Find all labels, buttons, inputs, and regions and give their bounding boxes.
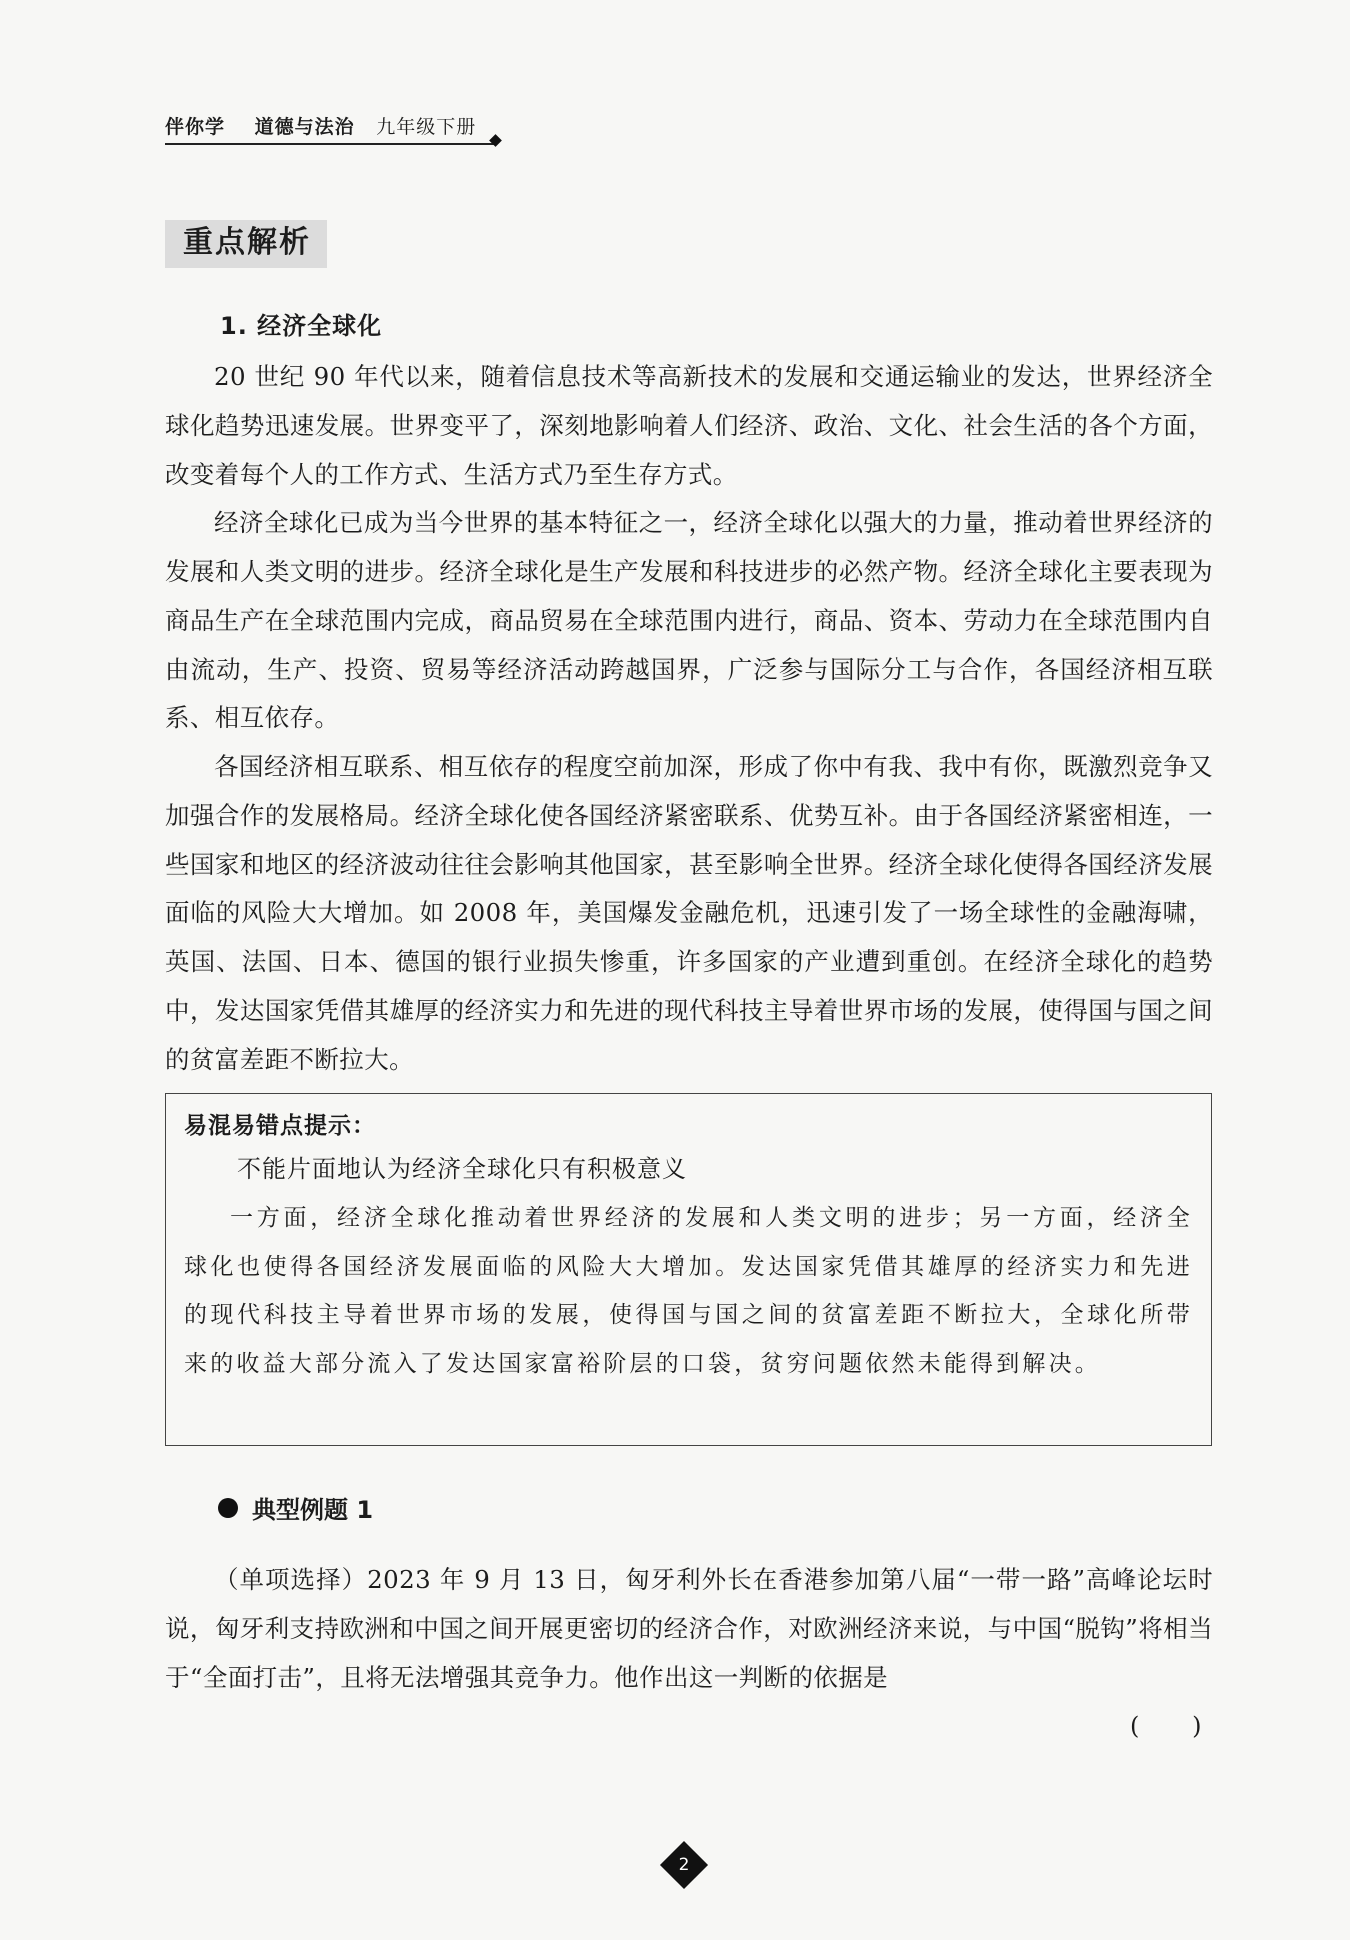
- running-header: [165, 112, 476, 139]
- subsection-heading: 1. 经济全球化: [220, 312, 383, 340]
- question-text: （单项选择）2023 年 9 月 13 日，匈牙利外长在香港参加第八届“一带一路”高峰论坛时说，匈牙利支持欧洲和中国之间开展更密切的经济合作，对欧洲经济来说，与中国“脱钩”将相当于“全面打击”，且将无法增强其竞争力。他作出这一判断的依据是: [165, 1565, 1213, 1692]
- paragraph: 各国经济相互联系、相互依存的程度空前加深，形成了你中有我、我中有你，既激烈竞争又加强合作的发展格局。经济全球化使各国经济紧密联系、优势互补。由于各国经济紧密相连，一些国家和地区的经济波动往往会影响其他国家，甚至影响全世界。经济全球化使得各国经济发展面临的风险大大增加。如 2008 年，美国爆发金融危机，迅速引发了一场全球性的金融海啸，英国、法国、日本、德国的银行业损失惨重，许多国家的产业遭到重创。在经济全球化的趋势中，发达国家凭借其雄厚的经济实力和先进的现代科技主导着世界市场的发展，使得国与国之间的贫富差距不断拉大。: [165, 752, 1213, 1074]
- page-number: 2: [678, 1855, 690, 1875]
- header-rule: [165, 143, 495, 145]
- answer-blank[interactable]: ( ): [1130, 1712, 1203, 1740]
- body-text: [165, 353, 1213, 1084]
- section-title: 重点解析: [165, 220, 327, 268]
- paragraph: 经济全球化已成为当今世界的基本特征之一，经济全球化以强大的力量，推动着世界经济的发展和人类文明的进步。经济全球化是生产发展和科技进步的必然产物。经济全球化主要表现为商品生产在全球范围内完成，商品贸易在全球范围内进行，商品、资本、劳动力在全球范围内自由流动，生产、投资、贸易等经济活动跨越国界，广泛参与国际分工与合作，各国经济相互联系、相互依存。: [165, 508, 1213, 733]
- tip-title: 易混易错点提示：: [184, 1113, 376, 1139]
- header-subject: 道德与法治: [254, 116, 355, 138]
- example-heading-label: 典型例题 1: [252, 1496, 374, 1524]
- tip-body: 一方面，经济全球化推动着世界经济的发展和人类文明的进步；另一方面，经济全球化也使得各国经济发展面临的风险大大增加。发达国家凭借其雄厚的经济实力和先进的现代科技主导着世界市场的发展，使得国与国之间的贫富差距不断拉大，全球化所带来的收益大部分流入了发达国家富裕阶层的口袋，贫穷问题依然未能得到解决。: [184, 1205, 1193, 1377]
- tip-subtitle: 不能片面地认为经济全球化只有积极意义: [237, 1155, 687, 1183]
- bullet-icon: [218, 1498, 238, 1518]
- example-heading: [218, 1490, 373, 1525]
- header-series: 伴你学: [165, 116, 226, 138]
- paragraph: 20 世纪 90 年代以来，随着信息技术等高新技术的发展和交通运输业的发达，世界经济全球化趋势迅速发展。世界变平了，深刻地影响着人们经济、政治、文化、社会生活的各个方面，改变着每个人的工作方式、生活方式乃至生存方式。: [165, 362, 1213, 489]
- header-grade: 九年级下册: [376, 116, 477, 138]
- tip-box: [165, 1093, 1212, 1446]
